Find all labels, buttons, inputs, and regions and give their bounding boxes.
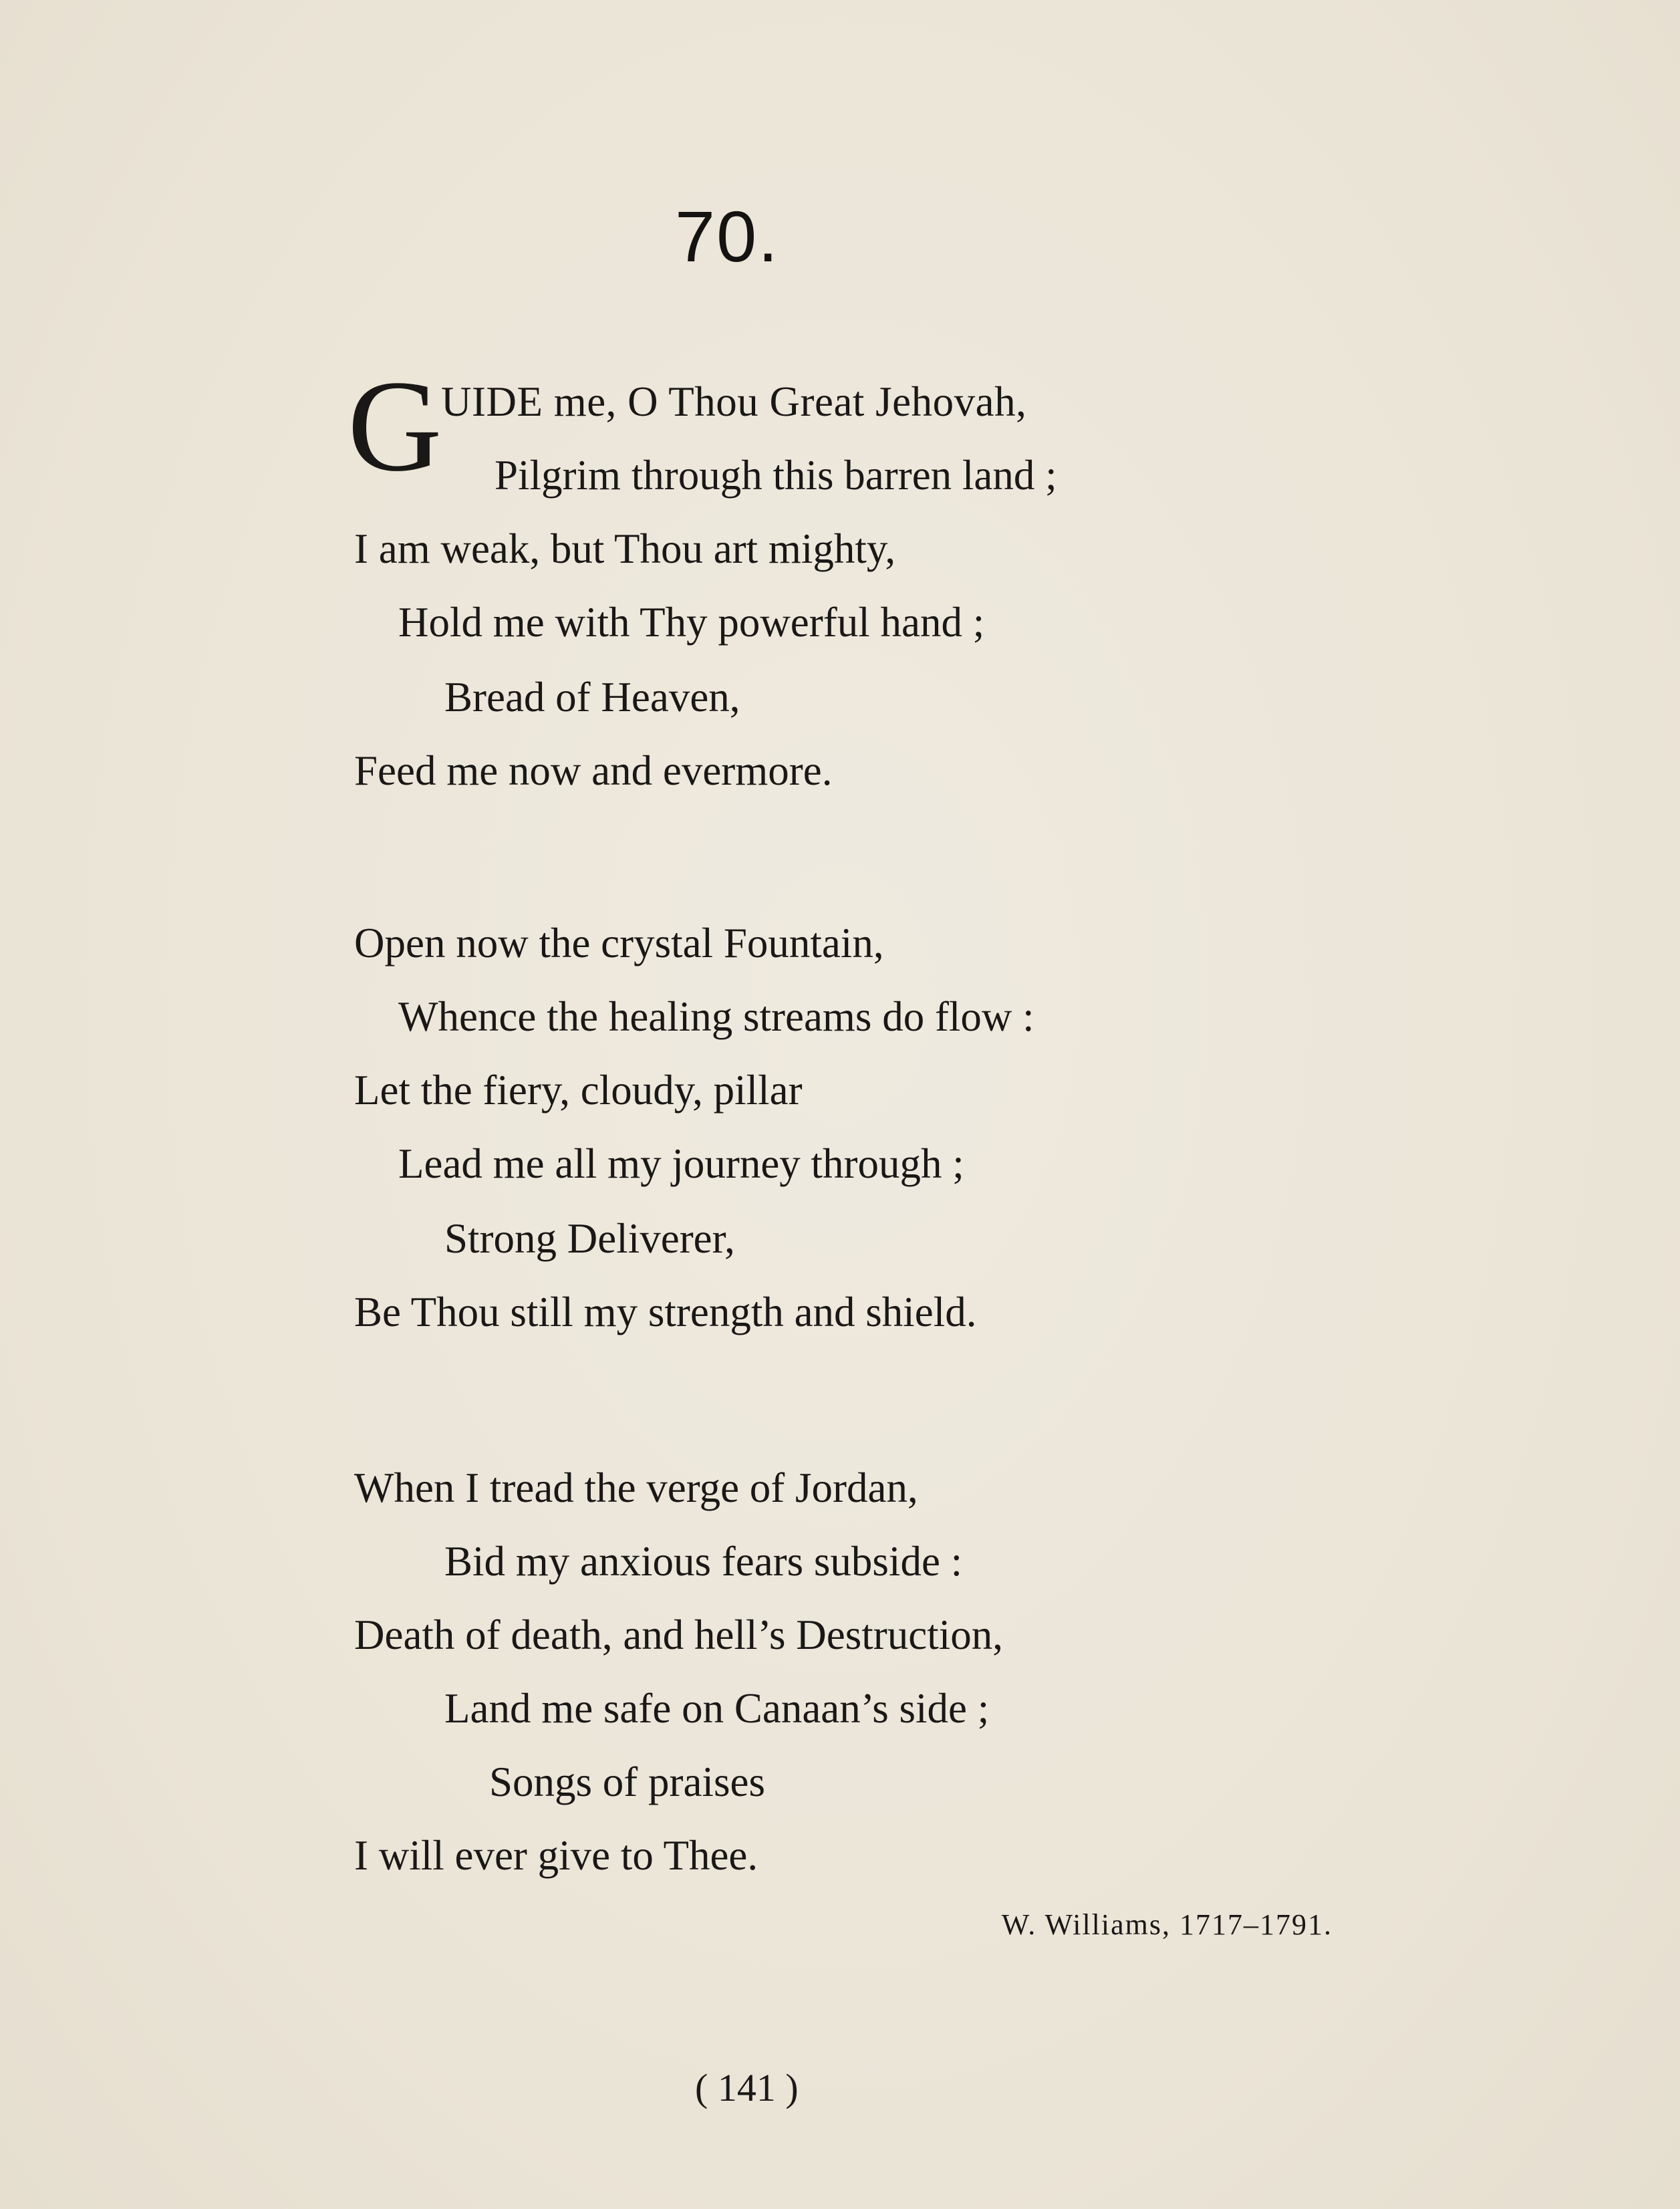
verse-2-line-2: Whence the healing streams do flow : [398, 993, 1034, 1040]
verse-2-line-6: Be Thou still my strength and shield. [354, 1289, 977, 1335]
verse-1-line-1: UIDE me, O Thou Great Jehovah, [441, 378, 1027, 425]
verse-1-line-5: Bread of Heaven, [444, 674, 740, 721]
verse-3-line-3: Death of death, and hell’s Destruction, [354, 1611, 1003, 1658]
verse-3-line-6: I will ever give to Thee. [354, 1832, 758, 1879]
hymn-number: 70. [675, 196, 780, 277]
page-number: ( 141 ) [695, 2066, 799, 2109]
verse-2-line-4: Lead me all my journey through ; [398, 1140, 964, 1187]
verse-2-line-3: Let the fiery, cloudy, pillar [354, 1067, 803, 1114]
verse-1-line-4: Hold me with Thy powerful hand ; [398, 599, 985, 646]
verse-2-line-5: Strong Deliverer, [444, 1215, 735, 1262]
verse-3-line-1: When I tread the verge of Jordan, [354, 1464, 918, 1511]
verse-1-line-3: I am weak, but Thou art mighty, [354, 525, 896, 572]
verse-1-line-6: Feed me now and evermore. [354, 747, 833, 794]
drop-cap-letter: G [347, 354, 442, 499]
attribution: W. Williams, 1717–1791. [1001, 1908, 1333, 1941]
verse-3-line-5: Songs of praises [489, 1759, 765, 1805]
verse-1-line-2: Pilgrim through this barren land ; [495, 452, 1057, 499]
verse-3-line-4: Land me safe on Canaan’s side ; [444, 1685, 990, 1732]
verse-3-line-2: Bid my anxious fears subside : [444, 1538, 963, 1585]
verse-2-line-1: Open now the crystal Fountain, [354, 920, 884, 966]
